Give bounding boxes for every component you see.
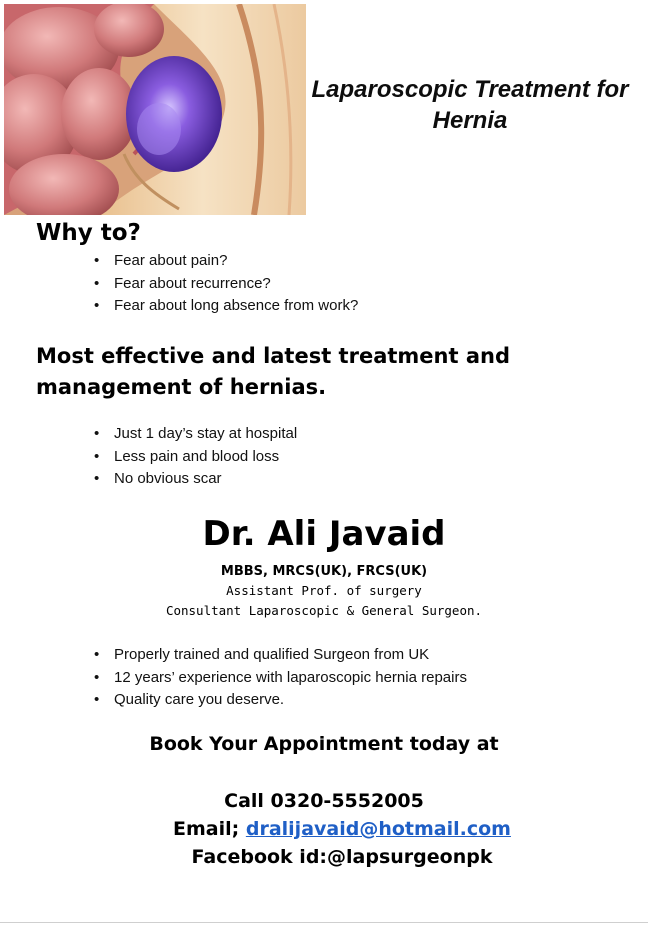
phone-number: Call 0320-5552005 bbox=[224, 790, 424, 812]
list-item: • Less pain and blood loss bbox=[92, 446, 297, 469]
qualifications-list bbox=[92, 644, 467, 712]
why-list bbox=[92, 250, 358, 318]
list-item: • Fear about pain? bbox=[92, 250, 358, 273]
list-item: • Fear about recurrence? bbox=[92, 273, 358, 296]
list-item: • Quality care you deserve. bbox=[92, 689, 467, 712]
email-label: Email; bbox=[173, 818, 246, 840]
list-item: • Properly trained and qualified Surgeon from UK bbox=[92, 644, 467, 667]
doctor-name: Dr. Ali Javaid bbox=[202, 514, 446, 554]
email-line bbox=[0, 818, 648, 840]
list-item: • No obvious scar bbox=[92, 468, 297, 491]
why-heading: Why to? bbox=[36, 220, 141, 246]
list-item: • Just 1 day’s stay at hospital bbox=[92, 423, 297, 446]
effective-line-2: management of hernias. bbox=[36, 375, 327, 399]
book-appointment-heading: Book Your Appointment today at bbox=[149, 733, 499, 755]
page-headline bbox=[300, 74, 640, 136]
headline-line-1: Laparoscopic Treatment for bbox=[311, 76, 629, 103]
effective-heading bbox=[36, 341, 596, 403]
facebook-id: Facebook id:@lapsurgeonpk bbox=[191, 846, 493, 868]
doctor-title-2: Consultant Laparoscopic & General Surgeon. bbox=[165, 603, 483, 618]
headline-line-2: Hernia bbox=[432, 107, 508, 134]
list-item: • 12 years’ experience with laparoscopic hernia repairs bbox=[92, 667, 467, 690]
benefits-list bbox=[92, 423, 297, 491]
doctor-title-1: Assistant Prof. of surgery bbox=[226, 583, 422, 598]
doctor-degrees: MBBS, MRCS(UK), FRCS(UK) bbox=[220, 564, 428, 579]
hernia-illustration bbox=[4, 4, 306, 215]
email-link[interactable]: dralijavaid@hotmail.com bbox=[245, 818, 511, 840]
effective-line-1: Most effective and latest treatment and bbox=[36, 344, 510, 368]
bottom-divider bbox=[0, 922, 648, 923]
list-item: • Fear about long absence from work? bbox=[92, 295, 358, 318]
